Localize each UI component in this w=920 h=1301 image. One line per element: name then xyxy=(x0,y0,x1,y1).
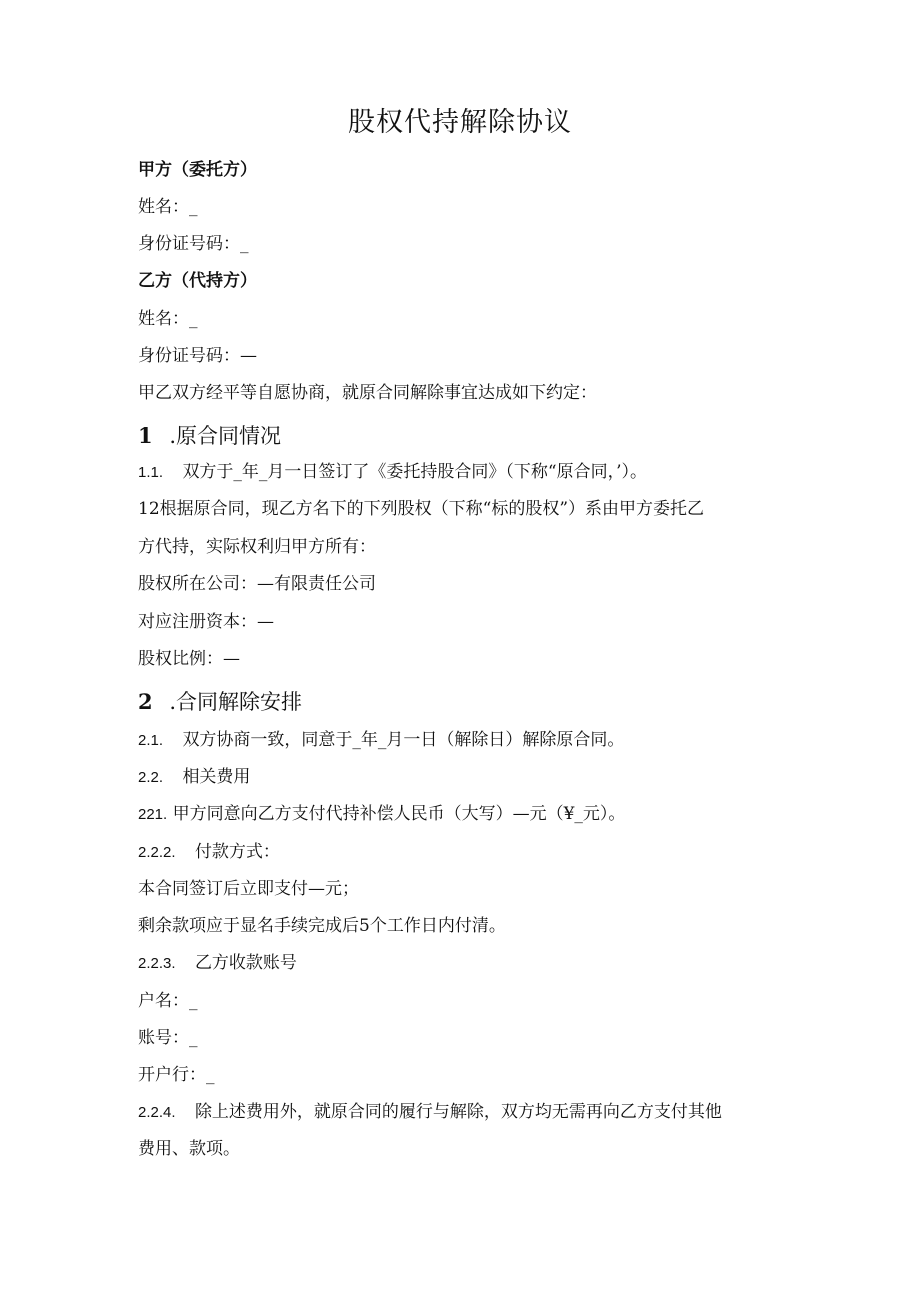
clause-2-2-2-text: 付款方式： xyxy=(194,842,280,862)
party-a-name: 姓名：_ xyxy=(138,197,198,217)
clause-2-1 xyxy=(138,729,624,752)
section-1-title: .原合同情况 xyxy=(169,424,281,448)
clause-2-2-number: 2.2. xyxy=(138,769,164,786)
party-b-id: 身份证号码：— xyxy=(138,346,257,366)
clause-2-2-3-text: 乙方收款账号 xyxy=(194,953,297,973)
payment-item-1: 本合同签订后立即支付—元； xyxy=(138,879,359,899)
account-name: 户名：_ xyxy=(138,991,198,1011)
account-number: 账号：_ xyxy=(138,1028,198,1048)
clause-2-1-number: 2.1. xyxy=(138,732,164,749)
clause-2-2 xyxy=(138,766,250,789)
clause-2-2-1-number: 221. xyxy=(138,806,168,823)
clause-1-2-line-2: 方代持，实际权利归甲方所有： xyxy=(138,537,376,557)
equity-company: 股权所在公司：—有限责任公司 xyxy=(138,574,376,594)
clause-2-2-4-line-2: 费用、款项。 xyxy=(138,1139,240,1159)
account-bank: 开户行：_ xyxy=(138,1065,215,1085)
clause-2-2-text: 相关费用 xyxy=(182,767,251,787)
clause-2-2-2-number: 2.2.2. xyxy=(138,844,176,861)
clause-2-2-2 xyxy=(138,841,280,864)
registered-capital: 对应注册资本：— xyxy=(138,612,274,632)
clause-2-2-4-line-1 xyxy=(138,1101,722,1124)
clause-2-2-1-text: 甲方同意向乙方支付代持补偿人民币（大写）—元（¥_元）。 xyxy=(172,804,626,824)
section-1-number: 1 xyxy=(138,423,153,448)
clause-2-2-4-number: 2.2.4. xyxy=(138,1104,176,1121)
party-b-heading: 乙方（代持方） xyxy=(138,271,257,291)
section-2-title: .合同解除安排 xyxy=(169,690,302,714)
equity-ratio: 股权比例：— xyxy=(138,649,240,669)
payment-item-2: 剩余款项应于显名手续完成后5个工作日内付清。 xyxy=(138,916,506,936)
clause-1-1-number: 1.1. xyxy=(138,464,164,481)
document-title: 股权代持解除协议 xyxy=(348,107,572,138)
party-a-heading: 甲方（委托方） xyxy=(138,160,257,180)
section-1-heading xyxy=(138,423,281,449)
party-b-name: 姓名：_ xyxy=(138,309,198,329)
clause-1-1 xyxy=(138,461,647,484)
clause-1-2-line-1: 12根据原合同，现乙方名下的下列股权（下称“标的股权”）系由甲方委托乙 xyxy=(138,499,705,519)
clause-2-2-1 xyxy=(138,803,625,826)
section-2-heading xyxy=(138,689,302,715)
clause-1-1-text: 双方于_年_月一日签订了《委托持股合同》（下称“原合同，’）。 xyxy=(182,462,648,482)
intro-paragraph: 甲乙双方经平等自愿协商，就原合同解除事宜达成如下约定： xyxy=(138,383,597,403)
section-2-number: 2 xyxy=(138,689,153,714)
clause-2-2-4-text: 除上述费用外，就原合同的履行与解除，双方均无需再向乙方支付其他 xyxy=(194,1102,722,1122)
clause-2-1-text: 双方协商一致，同意于_年_月一日（解除日）解除原合同。 xyxy=(182,730,625,750)
clause-2-2-3-number: 2.2.3. xyxy=(138,955,176,972)
clause-2-2-3 xyxy=(138,952,297,975)
party-a-id: 身份证号码：_ xyxy=(138,234,249,254)
